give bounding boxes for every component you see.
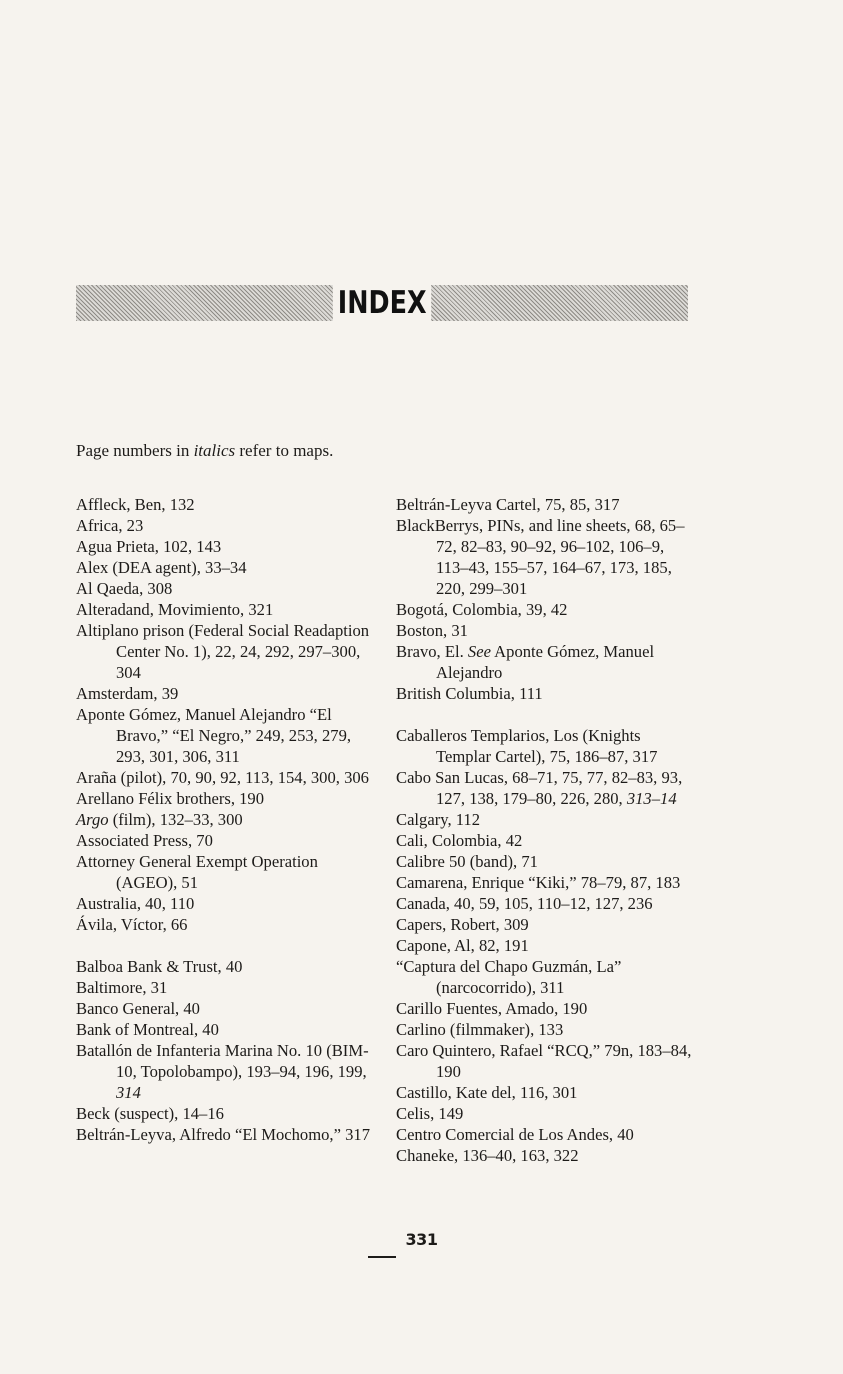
index-entry [396, 998, 696, 1019]
entry-text: Caro Quintero, Rafael “RCQ,” 79n, 183–84, 190 [396, 1041, 692, 1081]
entry-text: British Columbia, 111 [396, 684, 543, 703]
index-entry [396, 515, 696, 599]
entry-text: Banco General, 40 [76, 999, 200, 1018]
index-entry [396, 1124, 696, 1145]
entry-text: Alex (DEA agent), 33–34 [76, 558, 247, 577]
index-entry [76, 851, 376, 893]
entry-text: Altiplano prison (Federal Social Readaption Center No. 1), 22, 24, 292, 297–300, 304 [76, 621, 370, 682]
index-entry [76, 1040, 376, 1103]
index-entry [76, 809, 376, 830]
index-entry [76, 914, 376, 935]
entry-text: Centro Comercial de Los Andes, 40 [396, 1125, 634, 1144]
entry-text: Aponte Gómez, Manuel Alejandro [436, 642, 655, 682]
entry-text: Ávila, Víctor, 66 [76, 915, 188, 934]
index-entry [76, 557, 376, 578]
index-entry [396, 914, 696, 935]
entry-text: Batallón de Infanteria Marina No. 10 (BIM-10, Topolobampo), 193–94, 196, 199, [76, 1041, 369, 1081]
entry-text: Canada, 40, 59, 105, 110–12, 127, 236 [396, 894, 653, 913]
entry-text: Cali, Colombia, 42 [396, 831, 523, 850]
index-entry [396, 935, 696, 956]
entry-text: Araña (pilot), 70, 90, 92, 113, 154, 300, 306 [76, 768, 369, 787]
index-entry [76, 683, 376, 704]
index-entry [396, 893, 696, 914]
entry-text: Attorney General Exempt Operation (AGEO), 51 [76, 852, 318, 892]
index-entry [76, 578, 376, 599]
index-entry [396, 683, 696, 704]
entry-text: Beck (suspect), 14–16 [76, 1104, 224, 1123]
index-column-left [76, 494, 376, 1145]
index-entry [76, 830, 376, 851]
entry-text: Balboa Bank & Trust, 40 [76, 957, 243, 976]
entry-text: Agua Prieta, 102, 143 [76, 537, 222, 556]
page-number-rule [368, 1256, 396, 1258]
index-entry [76, 599, 376, 620]
entry-text: Arellano Félix brothers, 190 [76, 789, 265, 808]
index-entry [76, 893, 376, 914]
index-entry [76, 704, 376, 767]
entry-text: Carillo Fuentes, Amado, 190 [396, 999, 588, 1018]
entry-text: Beltrán-Leyva, Alfredo “El Mochomo,” 317 [76, 1125, 370, 1144]
index-entry [396, 494, 696, 515]
entry-text: Australia, 40, 110 [76, 894, 195, 913]
index-entry [76, 620, 376, 683]
entry-text: Capone, Al, 82, 191 [396, 936, 529, 955]
index-entry [76, 536, 376, 557]
entry-italic: See [467, 642, 491, 661]
index-entry [396, 620, 696, 641]
index-entry [396, 872, 696, 893]
entry-italic: Argo [76, 810, 109, 829]
index-entry [76, 788, 376, 809]
entry-text: Carlino (filmmaker), 133 [396, 1020, 564, 1039]
entry-text: Caballeros Templarios, Los (Knights Templar Cartel), 75, 186–87, 317 [396, 726, 658, 766]
index-entry [76, 1124, 376, 1145]
index-entry [76, 515, 376, 536]
index-entry [396, 1103, 696, 1124]
entry-text: Affleck, Ben, 132 [76, 495, 195, 514]
index-entry [76, 956, 376, 977]
entry-text: Aponte Gómez, Manuel Alejandro “El Bravo,” “El Negro,” 249, 253, 279, 293, 301, 306, 311 [76, 705, 352, 766]
index-entry [396, 1082, 696, 1103]
entry-italic: 314 [116, 1083, 141, 1102]
index-entry [396, 1019, 696, 1040]
entry-text: Africa, 23 [76, 516, 144, 535]
note-text-end: refer to maps. [235, 441, 334, 460]
entry-text: Calgary, 112 [396, 810, 481, 829]
index-title: INDEX [333, 285, 432, 321]
index-entry [76, 1019, 376, 1040]
index-entry [396, 1040, 696, 1082]
entry-text: Cabo San Lucas, 68–71, 75, 77, 82–83, 93, 127, 138, 179–80, 226, 280, [396, 768, 683, 808]
italics-note [76, 440, 333, 461]
index-entry [396, 599, 696, 620]
index-entry [76, 1103, 376, 1124]
index-entry [396, 1145, 696, 1166]
index-entry [76, 494, 376, 515]
entry-text: Amsterdam, 39 [76, 684, 179, 703]
index-entry [396, 851, 696, 872]
index-entry [396, 956, 696, 998]
entry-text: Beltrán-Leyva Cartel, 75, 85, 317 [396, 495, 620, 514]
entry-text: Associated Press, 70 [76, 831, 213, 850]
entry-text: Celis, 149 [396, 1104, 464, 1123]
index-column-right [396, 494, 696, 1166]
entry-text: BlackBerrys, PINs, and line sheets, 68, 65–72, 82–83, 90–92, 96–102, 106–9, 113–43, 155–57, 164–67, 173, 185, 220, 299–301 [396, 516, 685, 598]
entry-text: Alteradand, Movimiento, 321 [76, 600, 274, 619]
entry-italic: 313–14 [626, 789, 677, 808]
entry-text: Baltimore, 31 [76, 978, 168, 997]
index-entry [76, 998, 376, 1019]
entry-text: Castillo, Kate del, 116, 301 [396, 1083, 578, 1102]
entry-text: Bravo, El. [396, 642, 468, 661]
index-entry [76, 767, 376, 788]
entry-text: Bank of Montreal, 40 [76, 1020, 219, 1039]
index-entry [396, 641, 696, 683]
index-entry [396, 767, 696, 809]
note-text: Page numbers in [76, 441, 194, 460]
index-entry [396, 809, 696, 830]
entry-text: (film), 132–33, 300 [108, 810, 243, 829]
index-entry [76, 977, 376, 998]
entry-text: Camarena, Enrique “Kiki,” 78–79, 87, 183 [396, 873, 681, 892]
index-entry [396, 725, 696, 767]
note-italic: italics [193, 441, 236, 460]
entry-text: Chaneke, 136–40, 163, 322 [396, 1146, 579, 1165]
index-title-band [76, 285, 688, 321]
page-number: 331 [405, 1230, 438, 1249]
entry-text: Bogotá, Colombia, 39, 42 [396, 600, 568, 619]
entry-text: Boston, 31 [396, 621, 468, 640]
entry-text: “Captura del Chapo Guzmán, La” (narcocorrido), 311 [396, 957, 622, 997]
index-entry [396, 830, 696, 851]
entry-text: Calibre 50 (band), 71 [396, 852, 538, 871]
entry-text: Al Qaeda, 308 [76, 579, 173, 598]
entry-text: Capers, Robert, 309 [396, 915, 529, 934]
